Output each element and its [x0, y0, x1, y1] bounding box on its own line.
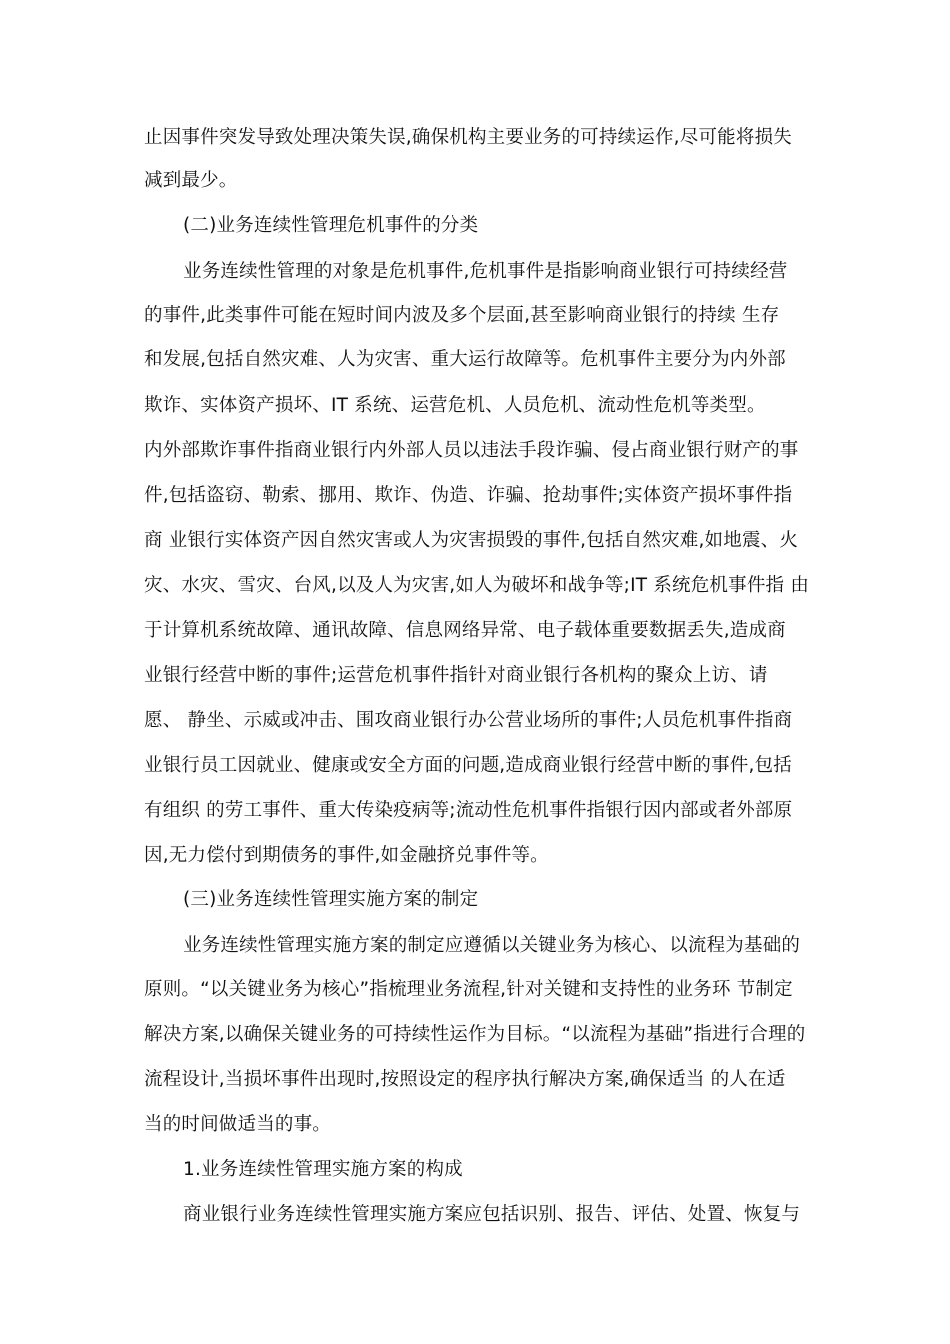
section-heading-2: (二)业务连续性管理危机事件的分类 — [183, 215, 479, 236]
text-line-4: 业务连续性管理的对象是危机事件,危机事件是指影响商业银行可持续经营 — [183, 261, 788, 282]
text-line-7: 欺诈、实体资产损坏、IT 系统、运营危机、人员危机、流动性危机等类型。 — [144, 395, 766, 416]
text-line-9: 件,包括盗窃、勒索、挪用、欺诈、伪造、诈骗、抢劫事件;实体资产损坏事件指 — [144, 485, 793, 506]
text-line-13: 业银行经营中断的事件;运营危机事件指针对商业银行各机构的聚众上访、请 — [144, 665, 768, 686]
text-line-12: 于计算机系统故障、通讯故障、信息网络异常、电子载体重要数据丢失,造成商 — [144, 620, 786, 641]
text-line-14: 愿、 静坐、示威或冲击、围攻商业银行办公营业场所的事件;人员危机事件指商 — [144, 710, 793, 731]
text-line-10: 商 业银行实体资产因自然灾害或人为灾害损毁的事件,包括自然灾难,如地震、火 — [144, 530, 799, 551]
text-line-5: 的事件,此类事件可能在短时间内波及多个层面,甚至影响商业银行的持续 生存 — [144, 305, 780, 326]
text-line-17: 因,无力偿付到期债务的事件,如金融挤兑事件等。 — [144, 845, 549, 866]
subsection-heading-1: 1.业务连续性管理实施方案的构成 — [183, 1159, 463, 1180]
text-line-8: 内外部欺诈事件指商业银行内外部人员以违法手段诈骗、侵占商业银行财产的事 — [144, 440, 799, 461]
text-line-20: 原则。“以关键业务为核心”指梳理业务流程,针对关键和支持性的业务环 节制定 — [144, 979, 793, 1000]
text-line-1: 止因事件突发导致处理决策失误,确保机构主要业务的可持续运作,尽可能将损失 — [144, 127, 792, 148]
text-line-23: 当的时间做适当的事。 — [144, 1114, 332, 1135]
text-line-21: 解决方案,以确保关键业务的可持续性运作为目标。“以流程为基础”指进行合理的 — [144, 1024, 806, 1045]
section-heading-3: (三)业务连续性管理实施方案的制定 — [183, 889, 479, 910]
text-line-2: 减到最少。 — [144, 170, 238, 191]
text-line-15: 业银行员工因就业、健康或安全方面的问题,造成商业银行经营中断的事件,包括 — [144, 755, 792, 776]
text-line-25: 商业银行业务连续性管理实施方案应包括识别、报告、评估、处置、恢复与 — [183, 1204, 801, 1225]
text-line-16: 有组织 的劳工事件、重大传染疫病等;流动性危机事件指银行因内部或者外部原 — [144, 800, 793, 821]
text-line-19: 业务连续性管理实施方案的制定应遵循以关键业务为核心、以流程为基础的 — [183, 935, 801, 956]
text-line-11: 灾、水灾、雪灾、台风,以及人为灾害,如人为破坏和战争等;IT 系统危机事件指 由 — [144, 575, 810, 596]
text-line-6: 和发展,包括自然灾难、人为灾害、重大运行故障等。危机事件主要分为内外部 — [144, 349, 786, 370]
text-line-22: 流程设计,当损坏事件出现时,按照设定的程序执行解决方案,确保适当 的人在适 — [144, 1069, 786, 1090]
